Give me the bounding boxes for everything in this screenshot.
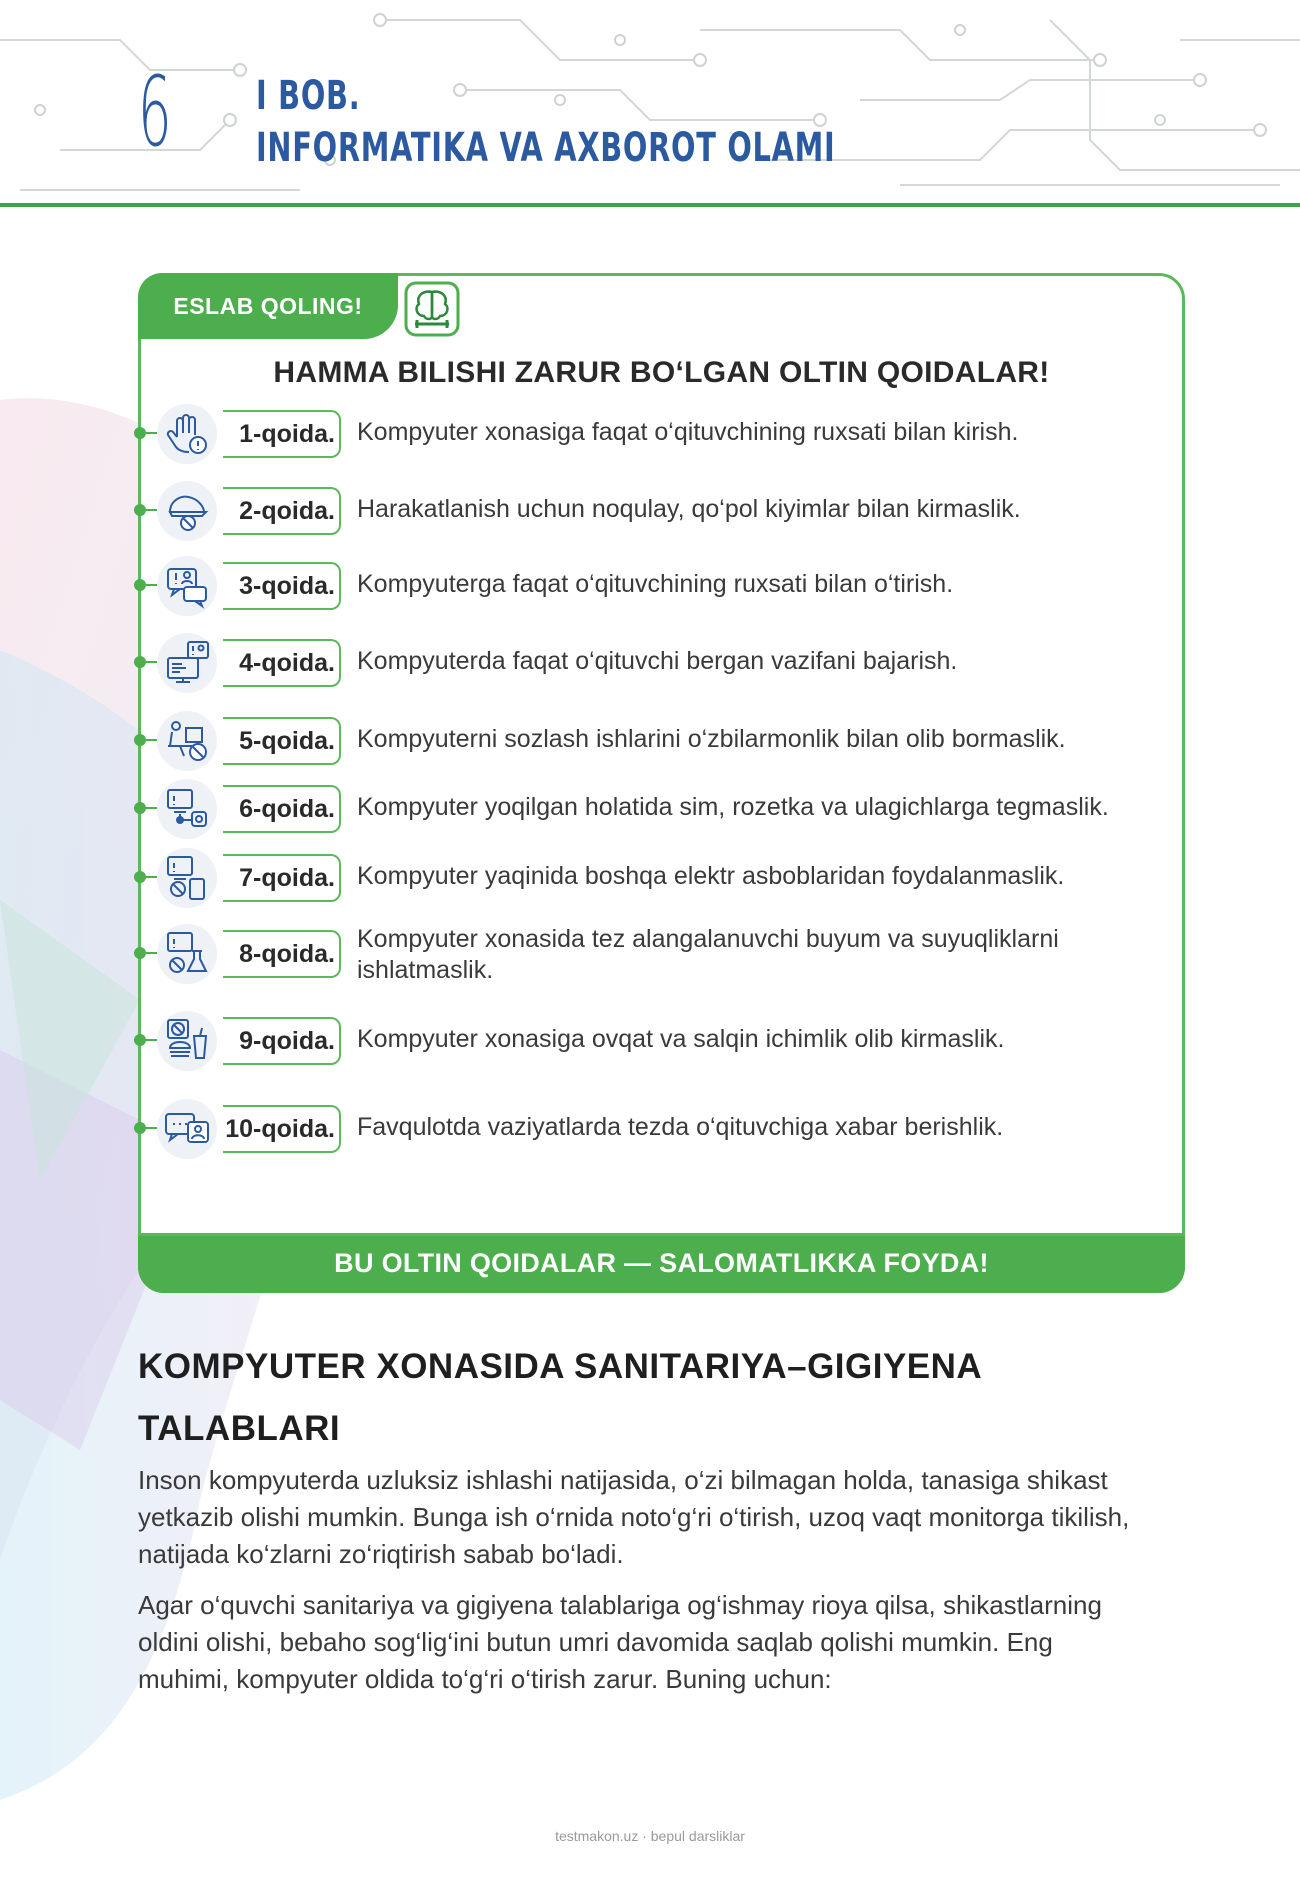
- rule-label: 4-qoida.: [223, 639, 341, 687]
- rule-label: 8-qoida.: [223, 930, 341, 978]
- bullet-dot: [134, 579, 146, 591]
- box-footer-banner: BU OLTIN QOIDALAR — SALOMATLIKKA FOYDA!: [138, 1233, 1185, 1293]
- user-desk-no-icon: [157, 711, 217, 771]
- socket-icon: [157, 779, 217, 839]
- bullet-dot: [134, 504, 146, 516]
- rule-text: Favqulotda vaziyatlarda tezda o‘qituvchiga xabar berishlik.: [357, 1113, 1004, 1141]
- bullet-dot: [134, 1122, 146, 1134]
- chapter-number: I BOB.: [256, 73, 361, 119]
- bullet-dot: [134, 947, 146, 959]
- rule-label: 5-qoida.: [223, 717, 341, 765]
- remember-tab: ESLAB QOLING!: [138, 273, 398, 339]
- rule-text: Harakatlanish uchun noqulay, qo‘pol kiyimlar bilan kirmaslik.: [357, 495, 1021, 523]
- rule-row-3: [141, 556, 1182, 616]
- chapter-title: [256, 70, 835, 174]
- cap-no-icon: [157, 481, 217, 541]
- rule-label: 9-qoida.: [223, 1017, 341, 1065]
- phone-no-icon: [157, 848, 217, 908]
- section-title-line1: KOMPYUTER XONASIDA SANITARIYA–GIGIYENA: [138, 1347, 983, 1386]
- rule-row-2: [141, 481, 1182, 541]
- bullet-dot: [134, 427, 146, 439]
- rule-label: 7-qoida.: [223, 854, 341, 902]
- task-monitor-icon: [157, 633, 217, 693]
- message-teacher-icon: [157, 1099, 217, 1159]
- rule-text: Kompyuterni sozlash ishlarini o‘zbilarmonlik bilan olib bormaslik.: [357, 725, 1066, 753]
- bullet-dot: [134, 802, 146, 814]
- rule-text: Kompyuter xonasiga faqat o‘qituvchining ruxsati bilan kirish.: [357, 418, 1019, 446]
- hand-stop-icon: [157, 404, 217, 464]
- rule-text: Kompyuter xonasiga ovqat va salqin ichimlik olib kirmaslik.: [357, 1025, 1005, 1053]
- brain-icon: [403, 280, 461, 338]
- rule-label: 1-qoida.: [223, 410, 341, 458]
- rule-text: Kompyuter xonasida tez alangalanuvchi buyum va suyuqliklarni ishlatmaslik.: [357, 925, 1059, 984]
- bullet-dot: [134, 734, 146, 746]
- food-no-icon: [157, 1011, 217, 1071]
- rule-row-10: [141, 1099, 1182, 1159]
- rule-row-7: [141, 848, 1182, 908]
- page-header: [0, 0, 1300, 208]
- rule-text: Kompyuter yoqilgan holatida sim, rozetka va ulagichlarga tegmaslik.: [357, 793, 1109, 821]
- rule-label: 2-qoida.: [223, 487, 341, 535]
- bullet-dot: [134, 871, 146, 883]
- rule-label: 6-qoida.: [223, 785, 341, 833]
- section-title-line2: TALABLARI: [138, 1409, 341, 1448]
- paragraph-2: Agar o‘quvchi sanitariya va gigiyena talablariga og‘ishmay rioya qilsa, shikastlarning oldini olishi, bebaho sog‘lig‘ini butun umri davomida saqlab qolishi mumkin. Eng muhimi, kompyuter oldida to‘g‘ri o‘tirish zarur. Buning uchun:: [138, 1590, 1102, 1694]
- rule-row-9: [141, 1011, 1182, 1071]
- rule-text: Kompyuterga faqat o‘qituvchining ruxsati bilan o‘tirish.: [357, 570, 954, 598]
- chapter-name: INFORMATIKA VA AXBOROT OLAMI: [256, 125, 836, 171]
- flask-no-icon: [157, 924, 217, 984]
- rule-row-1: [141, 404, 1182, 464]
- rule-row-8: [141, 924, 1182, 984]
- rule-row-4: [141, 633, 1182, 693]
- page-number: 6: [138, 56, 172, 168]
- bullet-dot: [134, 656, 146, 668]
- rule-row-6: [141, 779, 1182, 839]
- rule-text: Kompyuter yaqinida boshqa elektr asboblaridan foydalanmaslik.: [357, 862, 1065, 890]
- bullet-dot: [134, 1034, 146, 1046]
- paragraph-1: Inson kompyuterda uzluksiz ishlashi natijasida, o‘zi bilmagan holda, tanasiga shikast yetkazib olishi mumkin. Bunga ish o‘rnida noto‘g‘ri o‘tirish, uzoq vaqt monitorga tikilish, natijada ko‘zlarni zo‘riqtirish sabab bo‘ladi.: [138, 1465, 1130, 1569]
- header-divider: [0, 203, 1300, 207]
- rule-text: Kompyuterda faqat o‘qituvchi bergan vazifani bajarish.: [357, 647, 958, 675]
- box-title: HAMMA BILISHI ZARUR BO‘LGAN OLTIN QOIDALAR!: [273, 356, 1050, 389]
- rules-box: [138, 273, 1185, 1293]
- rule-label: 3-qoida.: [223, 562, 341, 610]
- chat-permission-icon: [157, 556, 217, 616]
- page-footer: testmakon.uz · bepul darsliklar: [555, 1828, 745, 1844]
- section-title: [138, 1336, 1138, 1460]
- rule-label: 10-qoida.: [223, 1105, 341, 1153]
- rule-row-5: [141, 711, 1182, 771]
